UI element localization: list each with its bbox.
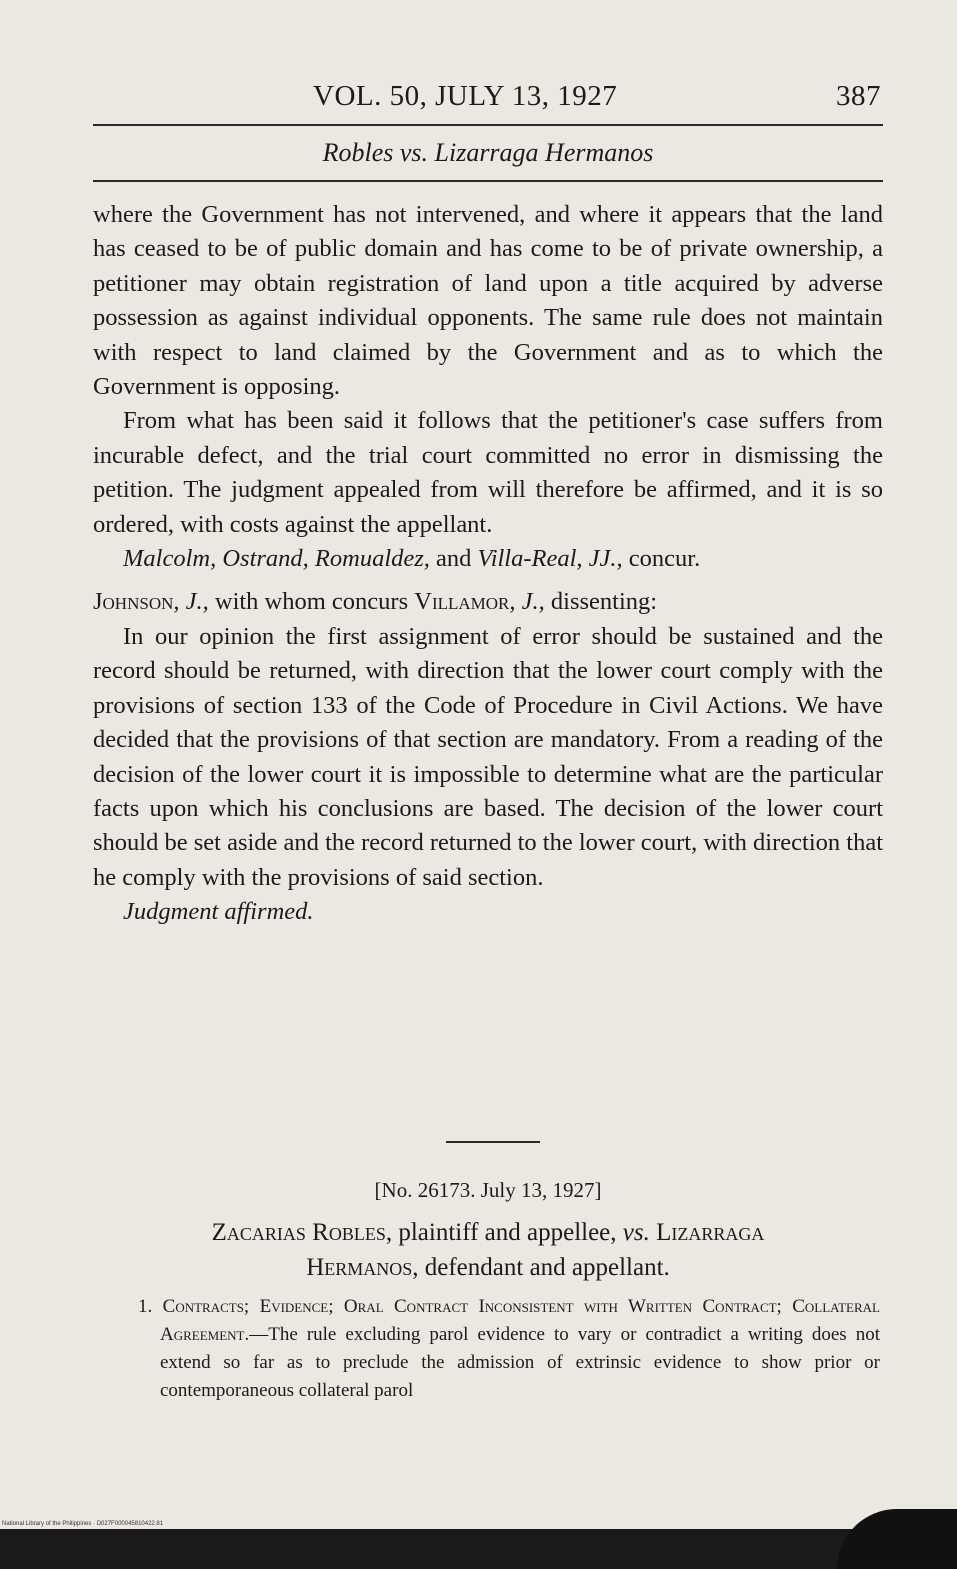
footer-credit: National Library of the Philippines · D027F000045810422.81 bbox=[2, 1521, 164, 1527]
dissent-with-text: with whom concurs bbox=[214, 588, 409, 616]
judgment-line bbox=[93, 895, 883, 929]
defendant-name-line1: Lizarraga bbox=[656, 1219, 765, 1246]
syllabus-item bbox=[120, 1293, 880, 1405]
case-number: [No. 26173. July 13, 1927] bbox=[374, 1178, 602, 1202]
dissent-author: Johnson bbox=[93, 588, 174, 616]
dissent-paragraph: In our opinion the first assignment of error should be sustained and the record should be returned, with direction that the lower court comply with the provisions of section 133 of the Code of Procedure in Civil Actions. We have decided that the provisions of that section are mandatory. From a reading of the decision of the lower court it is impossible to determine what are the particular facts upon which his conclusions are based. The decision of the lower court should be set aside and the record returned to the lower court, with direction that he comply with the provisions of said section. bbox=[93, 622, 883, 891]
page-number: 387 bbox=[836, 80, 881, 112]
dissent-joiner-suffix: , J., bbox=[509, 588, 545, 616]
concurring-justices: Malcolm, Ostrand, Romualdez, bbox=[123, 545, 430, 573]
syllabus-heads: Contracts; Evidence; Oral Contract Inconsistent with Written Contract; Collateral Agreement. bbox=[160, 1296, 880, 1345]
opinion-paragraph-1: where the Government has not intervened, and where it appears that the land has ceased to be of public domain and has come to be of private ownership, a petitioner may obtain registration of land upon a title acquired by adverse possession as against individual opponents. The same rule does not maintain with respect to land claimed by the Government and as to which the Government is opposing. bbox=[93, 201, 883, 401]
plaintiff-role: plaintiff and appellee, bbox=[398, 1219, 617, 1246]
running-title: Robles vs. Lizarraga Hermanos bbox=[322, 138, 654, 167]
dissent-author-suffix: , J., bbox=[173, 588, 209, 616]
opinion-body bbox=[93, 198, 883, 930]
page-header bbox=[93, 80, 883, 120]
scan-corner-shadow bbox=[837, 1509, 957, 1569]
header-rule-top bbox=[93, 124, 883, 126]
dissent-joiner: Villamor bbox=[414, 588, 510, 616]
volume-line: VOL. 50, JULY 13, 1927 bbox=[313, 80, 618, 112]
versus: vs. bbox=[622, 1219, 650, 1246]
plaintiff-name: Zacarias Robles, bbox=[211, 1219, 393, 1246]
syllabus bbox=[120, 1293, 880, 1405]
opinion-paragraph-2: From what has been said it follows that the petitioner's case suffers from incurable defect, and the trial court committed no error in dismissing the petition. The judgment appealed from will therefore be affirmed, and it is so ordered, with costs against the appellant. bbox=[93, 407, 883, 538]
concurrence-line bbox=[93, 542, 883, 576]
case-parties bbox=[93, 1215, 883, 1285]
dissent-heading bbox=[93, 585, 883, 619]
concurring-and: and bbox=[436, 545, 472, 573]
header-rule-bottom bbox=[93, 180, 883, 182]
judgment-text: Judgment affirmed. bbox=[123, 898, 314, 926]
dissent-tail: dissenting: bbox=[550, 588, 658, 616]
syllabus-text: —The rule excluding parol evidence to vary or contradict a writing does not extend so far as to preclude the admission of extrinsic evidence to show prior or contemporaneous collateral parol bbox=[160, 1324, 880, 1401]
concurring-tail: concur. bbox=[628, 545, 701, 573]
defendant-role: defendant and appellant. bbox=[424, 1254, 670, 1281]
defendant-name-line2: Hermanos, bbox=[306, 1254, 419, 1281]
syllabus-number: 1. bbox=[138, 1296, 153, 1317]
section-separator bbox=[446, 1141, 540, 1143]
concurring-last: Villa-Real, JJ., bbox=[477, 545, 623, 573]
